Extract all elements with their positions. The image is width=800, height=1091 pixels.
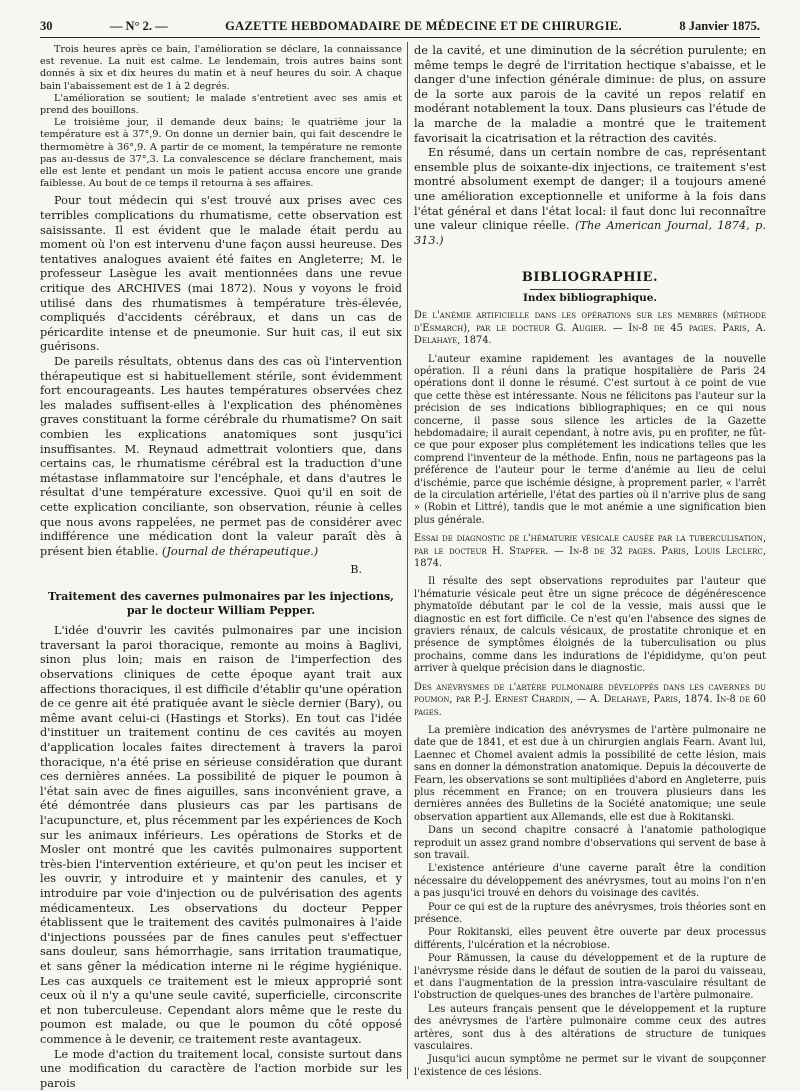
case-paragraph: Trois heures après ce bain, l'amélioration se déclare, la connaissance est revenue. La nuit est calme. Le lendemain, trois autres bains sont donnés à six et dix heures du matin et à neuf heures du soir. A chaque bain l'abaissement est de 1 à 2 degrés. [40,44,402,93]
article-title: Traitement des cavernes pulmonaires par les injections, par le docteur William Pepper. [46,590,396,618]
bib-entry-text: Jusqu'ici aucun symptôme ne permet sur le vivant de soupçonner l'existence de ces lésions. [414,1054,766,1079]
bib-entry-text: L'existence antérieure d'une caverne paraît être la condition nécessaire du développement des anévrysmes, tout au moins l'on n'en a pas jusqu'ici trouvé en dehors du voisinage des cavités. [414,863,766,900]
page-header [40,12,760,38]
body-text: En résumé, dans un certain nombre de cas, représentant ensemble plus de soixante-dix injections, ce traitement s'est montré absolument exempt de danger; il a toujours amené une amélioration exceptionnelle et uniforme à la fois dans l'état général et dans l'état local: il faut donc lui reconnaître une valeur clinique réelle. [414,146,766,232]
column-divider [407,42,408,1079]
page-number: 30 [40,19,53,34]
bib-entry-text: Pour Rokitanski, elles peuvent être ouverte par deux processus différents, l'ulcération et la nécrobiose. [414,927,766,952]
bib-entry-text: Pour Rämussen, la cause du développement et de la rupture de l'anévrysme réside dans le défaut de soutien de la paroi du vaisseau, et dans l'augmentation de la pression intra-vasculaire résultant de l'obstruction de quelques-unes des branches de l'artère pulmonaire. [414,953,766,1003]
bib-entry-text: La première indication des anévrysmes de l'artère pulmonaire ne date que de 1841, et est due à un chirurgien anglais Fearn. Avant lui, Laennec et Chomel avaient admis la possibilité de cette lésion, mais sans en donner la démonstration anatomique. Depuis la découverte de Fearn, les observations se sont multipliées d'abord en Angleterre, puis plus récemment en France; on en trouvera plusieurs dans les dernières années des Bulletins de la Société anatomique; une seule observation appartient aux Allemands, elle est due à Rokitanski. [414,725,766,824]
bib-entry-title: De l'anémie artificielle dans les opérations sur les membres (méthode d'Esmarch), par le docteur G. Augier. — In-8 de 45 pages. Paris, A. Delahaye, 1874. [414,310,766,347]
source-citation: (Journal de thérapeutique.) [162,545,318,558]
heading-rule [530,289,650,290]
issue-number: — N° 2. — [110,19,168,34]
body-paragraph: de la cavité, et une diminution de la sécrétion purulente; en même temps le degré de l'irritation hectique s'abaisse, et le danger d'une infection générale diminue: de plus, on assure de la sorte aux parois de la cavité un repos relatif en modérant notablement la toux. Dans plusieurs cas l'étude de la marche de la maladie a montré que le traitement favorisait la cicatrisation et la rétraction des cavités. [414,44,766,146]
body-text: De pareils résultats, obtenus dans des cas où l'intervention thérapeutique est si habituellement stérile, sont évidemment fort encourageants. Les hautes températures observées chez les malades suffisent-elles à l'explication des phénomènes graves constituant la forme cérébrale du rhumatisme? On sait combien les explications anatomiques sont jusqu'ici insuffisantes. M. Reynaud admettrait volontiers que, dans certains cas, le rhumatisme cérébral est la traduction d'une métastase inflammatoire sur l'encéphale, et dans d'autres le résultat d'une température excessive. Quoi qu'il en soit de cette explication conciliante, son observation, réunie à celles que nous avons rappelées, ne permet pas de considérer avec indifférence une médication dont la valeur paraît dès à présent bien établie. [40,355,402,558]
body-paragraph [40,355,402,559]
signature: B. [40,563,402,576]
bib-entry-title: Essai de diagnostic de l'hématurie vésicale causée par la tuberculisation, par le docteur H. Stapfer. — In-8 de 32 pages. Paris, Louis Leclerc, 1874. [414,533,766,570]
bib-entry-text: Il résulte des sept observations reproduites par l'auteur que l'hématurie vésicale peut être un signe précoce de dégénérescence phymatoïde débutant par le col de la vessie, mais aussi que le diagnostic en est fort difficile. Ce n'est qu'en l'absence des signes de graviers rénaux, de calculs vésicaux, de prostatite chronique et en présence de symptômes éloignés de la tuberculisation ou plus prochains, comme dans les indurations de l'épididyme, qu'on peut arriver à quelque précision dans le diagnostic. [414,576,766,675]
left-column [40,44,402,1079]
body-paragraph: Le mode d'action du traitement local, consiste surtout dans une modification du caractère de l'action morbide sur les parois [40,1048,402,1091]
case-paragraph: L'amélioration se soutient; le malade s'entretient avec ses amis et prend des bouillons. [40,93,402,117]
source-citation: (The American Journal, 1874, p. 313.) [414,219,766,247]
case-paragraph: Le troisième jour, il demande deux bains; le quatrième jour la température est à 37°,9. On donne un dernier bain, qui fait descendre le thermomètre à 36°,9. A partir de ce moment, la température ne remonte pas au-dessus de 37°,3. La convalescence se déclare franchement, mais elle est lente et pendant un mois le patient accusa encore une grande faiblesse. Au bout de ce temps il retourna à ses affaires. [40,117,402,190]
issue-date: 8 Janvier 1875. [679,19,760,34]
bib-entry-title: Des anévrysmes de l'artère pulmonaire développés dans les cavernes du poumon, par P.-J. Ernest Chardin, — A. Delahaye, Paris, 1874. In-8 de 60 pages. [414,682,766,719]
bib-entry-text: Les auteurs français pensent que le développement et la rupture des anévrysmes de l'artère pulmonaire comme ceux des autres artères, sont dus à des altérations de structure de tuniques vasculaires. [414,1004,766,1054]
journal-title: GAZETTE HEBDOMADAIRE DE MÉDECINE ET DE CHIRURGIE. [225,19,622,34]
bib-entry-text: Pour ce qui est de la rupture des anévrysmes, trois théories sont en présence. [414,902,766,927]
body-paragraph: L'idée d'ouvrir les cavités pulmonaires par une incision traversant la paroi thoracique, remonte au moins à Baglivi, sinon plus loin; mais en raison de l'imperfection des observations cliniques de cette époque ayant trait aux affections thoraciques, il est difficile d'établir qu'une opération de ce genre ait été pratiquée avant le siècle dernier (Bary), ou même avant celui-ci (Hastings et Storks). En tout cas l'idée d'instituer un traitement continu de ces cavités au moyen d'application locales faites directement à travers la paroi thoracique, n'a été prise en sérieuse considération que durant ces dernières années. La possibilité de piquer le poumon à l'état sain avec de fines aiguilles, sans inconvénient grave, a été démontrée dans plusieurs cas par les partisans de l'acupuncture, et, plus récemment par les expériences de Koch sur les animaux inférieurs. Les opérations de Storks et de Mosler ont montré que les cavités pulmonaires supportent très-bien l'intervention extérieure, et qu'on peut les inciser et les ouvrir, y introduire et y maintenir des canules, et y introduire par voie d'injection ou de pulvérisation des agents médicamenteux. Les observations du docteur Pepper établissent que le traitement des cavités pulmonaires à l'aide d'injections poussées par de fines canules peut s'effectuer sans douleur, sans hémorrhagie, sans irritation traumatique, et sans gêner la médication interne ni le régime hygiénique. Les cas auxquels ce traitement est le mieux approprié sont ceux où il n'y a qu'une seule cavité, superficielle, circonscrite et non tuberculeuse. Cependant alors même que le reste du poumon est malade, ou que le poumon du côté opposé commence à le devenir, ce traitement reste avantageux. [40,624,402,1047]
bib-entry-text: L'auteur examine rapidement les avantages de la nouvelle opération. Il a réuni dans la pratique hospitalière de Paris 24 opérations dont il donne le résumé. C'est surtout à ce point de vue que cette thèse est intéressante. Nous ne félicitons pas l'auteur sur la précision de ses indications bibliographiques; en ce qui nous concerne, il passe sous silence les articles de la Gazette hebdomadaire; il aurait cependant, à notre avis, pu en profiter, ne fût-ce que pour exposer plus complétement les indications telles que les comprend l'inventeur de la méthode. Enfin, nous ne partageons pas la préférence de l'auteur pour le terme d'anémie au lieu de celui d'ischémie, parce que ischémie désigne, à proprement parler, « l'arrêt de la circulation artérielle, l'état des parties où il n'arrive plus de sang » (Robin et Littré), tandis que le mot anémie a une signification bien plus générale. [414,354,766,528]
bibliography-heading: BIBLIOGRAPHIE. [414,270,766,285]
bib-entry-text: Dans un second chapitre consacré à l'anatomie pathologique reproduit un assez grand nombre d'observations qui servent de base à son travail. [414,825,766,862]
body-paragraph [414,146,766,248]
right-column [414,44,766,1079]
body-paragraph: Pour tout médecin qui s'est trouvé aux prises avec ces terribles complications du rhumatisme, cette observation est saisissante. Il est évident que le malade était perdu au moment où l'on est intervenu d'une façon aussi heureuse. Des tentatives analogues avaient été faites en Angleterre; M. le professeur Lasègue les avait mentionnées dans une revue critique des ARCHIVES (mai 1872). Nous y voyons le froid utilisé dans des rhumatismes à température très-élevée, compliqués d'accidents cérébraux, et dans un cas de péricardite intense et de pneumonie. Sur huit cas, il eut six guérisons. [40,194,402,355]
bibliography-subheading: Index bibliographique. [414,292,766,304]
